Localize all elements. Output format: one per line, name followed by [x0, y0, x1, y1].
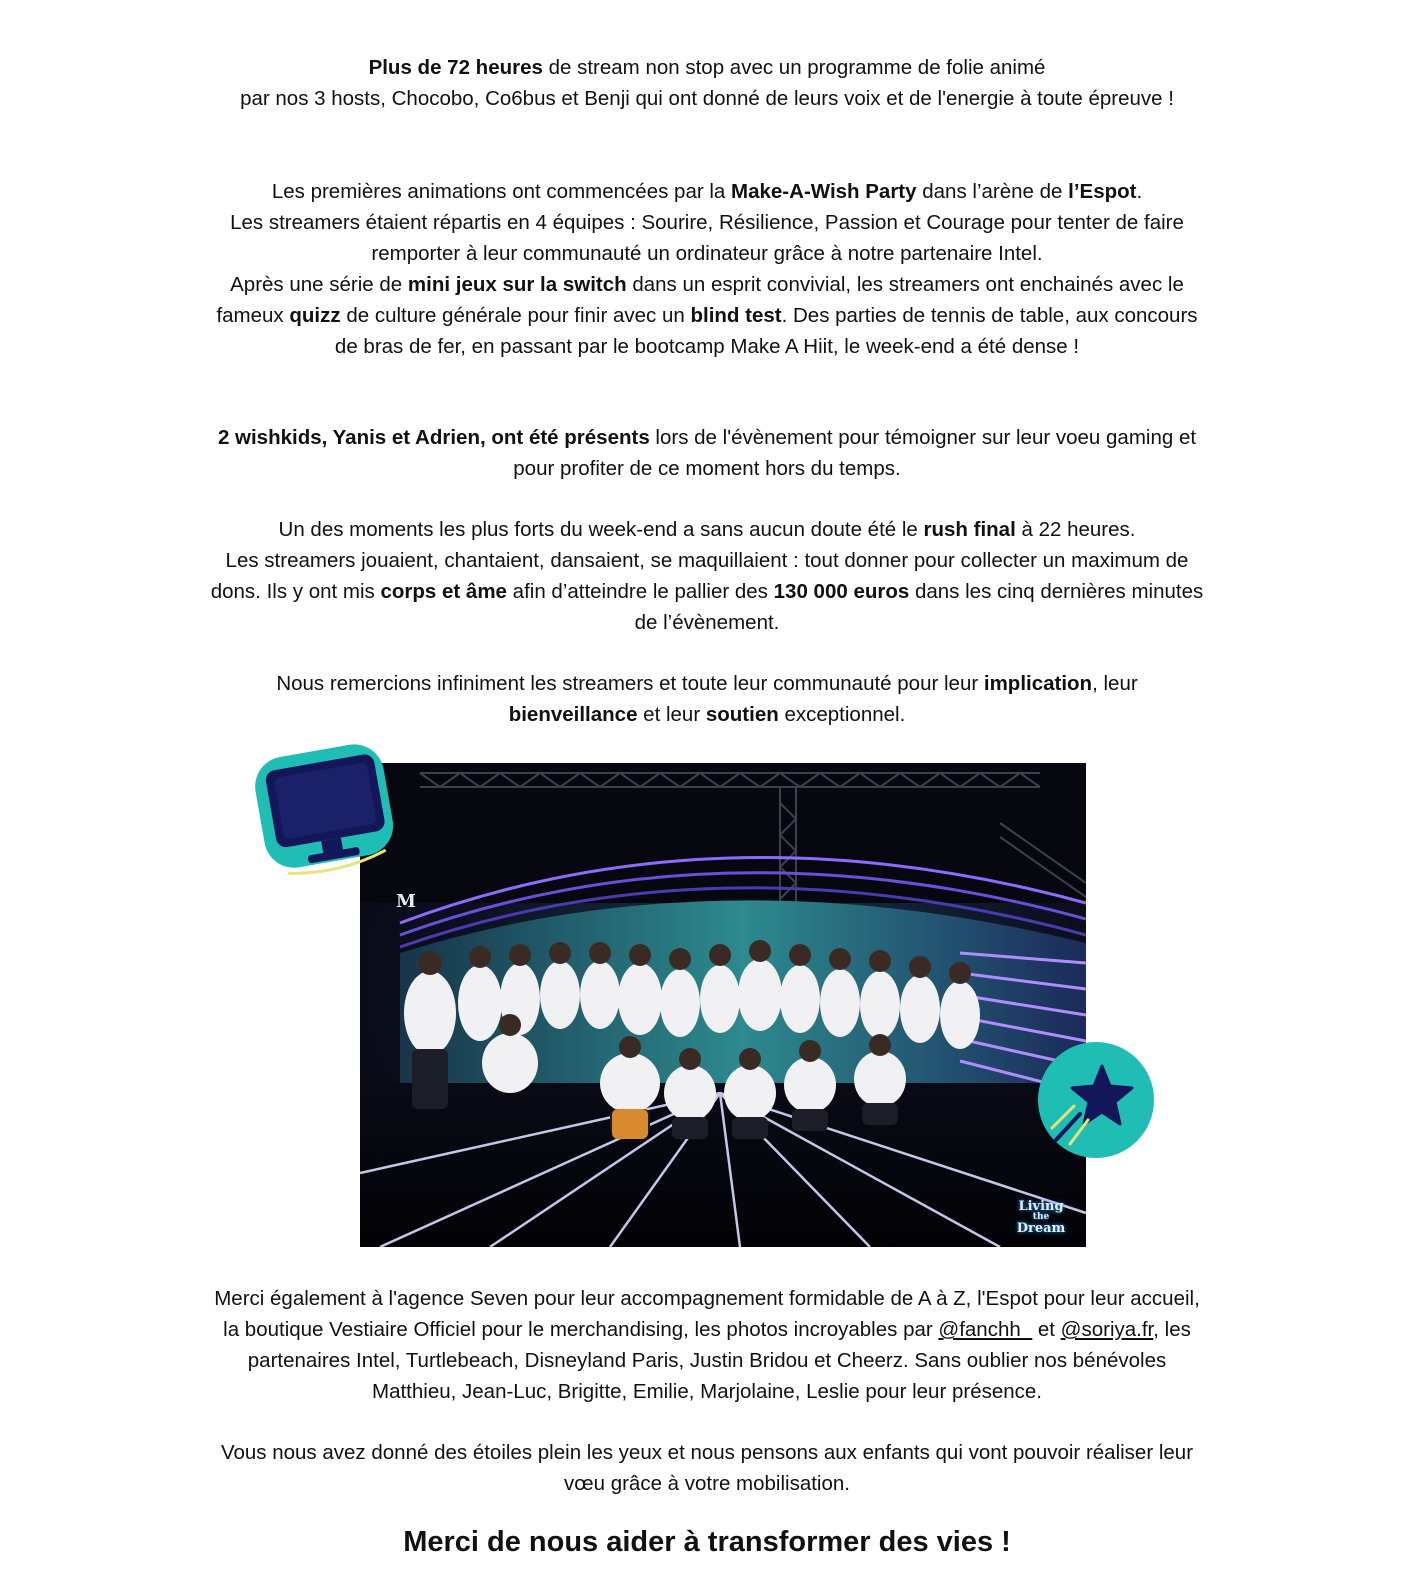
rush-paragraph — [210, 514, 1204, 638]
text: à 22 heures. — [1015, 518, 1136, 541]
bold-espot: l’Espot — [1068, 180, 1137, 203]
bold-bienveillance: bienveillance — [508, 703, 638, 726]
logo-line: the — [1032, 1212, 1050, 1222]
text: Les premières animations ont commencées par la — [271, 180, 732, 203]
text: de stream non stop avec un programme de folie animé — [542, 56, 1046, 79]
text: Nous remercions infiniment les streamers et toute leur communauté pour leur — [276, 672, 984, 695]
text: dans les cinq dernières minutes de l’évènement. — [634, 580, 1204, 634]
photo-illustration — [360, 763, 1086, 1247]
bold-minijeux: mini jeux sur la switch — [407, 273, 627, 296]
text: Les streamers étaient répartis en 4 équipes : Sourire, Résilience, Passion et Courage pour tenter de faire remporter à leur communauté un ordinateur grâce à notre partenaire Intel. — [230, 211, 1184, 265]
text: Vous nous avez donné des étoiles plein les yeux et nous pensons aux enfants qui vont pouvoir réaliser leur vœu grâce à votre mobilisation. — [220, 1441, 1194, 1495]
text: exceptionnel. — [778, 703, 906, 726]
bold-rush: rush final — [923, 518, 1016, 541]
bold-wishkids: 2 wishkids, Yanis et Adrien, ont été présents — [217, 426, 650, 449]
text: de culture générale pour finir avec un — [340, 304, 691, 327]
text: par nos 3 hosts, Chocobo, Co6bus et Benji qui ont donné de leurs voix et de l'energie à toute épreuve ! — [240, 87, 1174, 110]
text: Un des moments les plus forts du week-end a sans aucun doute été le — [278, 518, 924, 541]
intro-paragraph — [210, 52, 1204, 114]
bold-72h: Plus de 72 heures — [368, 56, 543, 79]
text: et leur — [637, 703, 706, 726]
bold-implication: implication — [983, 672, 1093, 695]
text: dans l’arène de — [916, 180, 1069, 203]
wishkids-paragraph — [210, 422, 1204, 484]
bold-soutien: soutien — [705, 703, 779, 726]
shooting-star-icon — [1036, 1040, 1156, 1160]
monitor-icon — [250, 736, 400, 886]
bold-corps: corps et âme — [380, 580, 507, 603]
text: . Des parties de tennis de table, aux concours de bras de fer, en passant par le bootcamp Make A Hiit, le week-end a été dense ! — [334, 304, 1198, 358]
thanks-paragraph — [210, 668, 1204, 730]
stars-paragraph — [210, 1437, 1204, 1499]
logo-line: Dream — [1016, 1221, 1066, 1236]
text: et — [1032, 1318, 1061, 1341]
text: afin d’atteindre le pallier des — [506, 580, 774, 603]
text: , les partenaires Intel, Turtlebeach, Disneyland Paris, Justin Bridou et Cheerz. Sans oublier nos bénévoles Matthieu, Jean-Luc, Brigitte, Emilie, Marjolaine, Leslie pour leur présence. — [247, 1318, 1191, 1403]
bold-party: Make-A-Wish Party — [731, 180, 917, 203]
text: dans un esprit convivial, les streamers ont enchainés avec le fameux — [216, 273, 1184, 327]
bold-quizz: quizz — [289, 304, 341, 327]
text: Après une série de — [230, 273, 408, 296]
bold-amount: 130 000 euros — [773, 580, 910, 603]
text: Merci également à l'agence Seven pour leur accompagnement formidable de A à Z, l'Espot pour leur accueil, la boutique Vestiaire Officiel pour le merchandising, les photos incroyables par — [214, 1287, 1200, 1341]
logo-line: Living — [1018, 1199, 1064, 1214]
bold-blindtest: blind test — [690, 304, 782, 327]
backdrop-letter: M — [396, 891, 416, 912]
text: Les streamers jouaient, chantaient, dansaient, se maquillaient : tout donner pour collecter un maximum de dons. Ils y ont mis — [210, 549, 1189, 603]
soriya-link[interactable]: @soriya.fr — [1060, 1318, 1154, 1341]
partners-paragraph — [210, 1283, 1204, 1407]
text: lors de l'évènement pour témoigner sur leur voeu gaming et pour profiter de ce moment hors du temps. — [513, 426, 1197, 480]
fanchh-link[interactable]: @fanchh_ — [938, 1318, 1033, 1341]
closing-headline: Merci de nous aider à transformer des vies ! — [403, 1526, 1011, 1558]
group-photo — [360, 763, 1086, 1247]
animations-paragraph — [210, 176, 1204, 362]
text: . — [1136, 180, 1143, 203]
living-the-dream-logo — [1006, 1200, 1076, 1242]
text: , leur — [1092, 672, 1138, 695]
